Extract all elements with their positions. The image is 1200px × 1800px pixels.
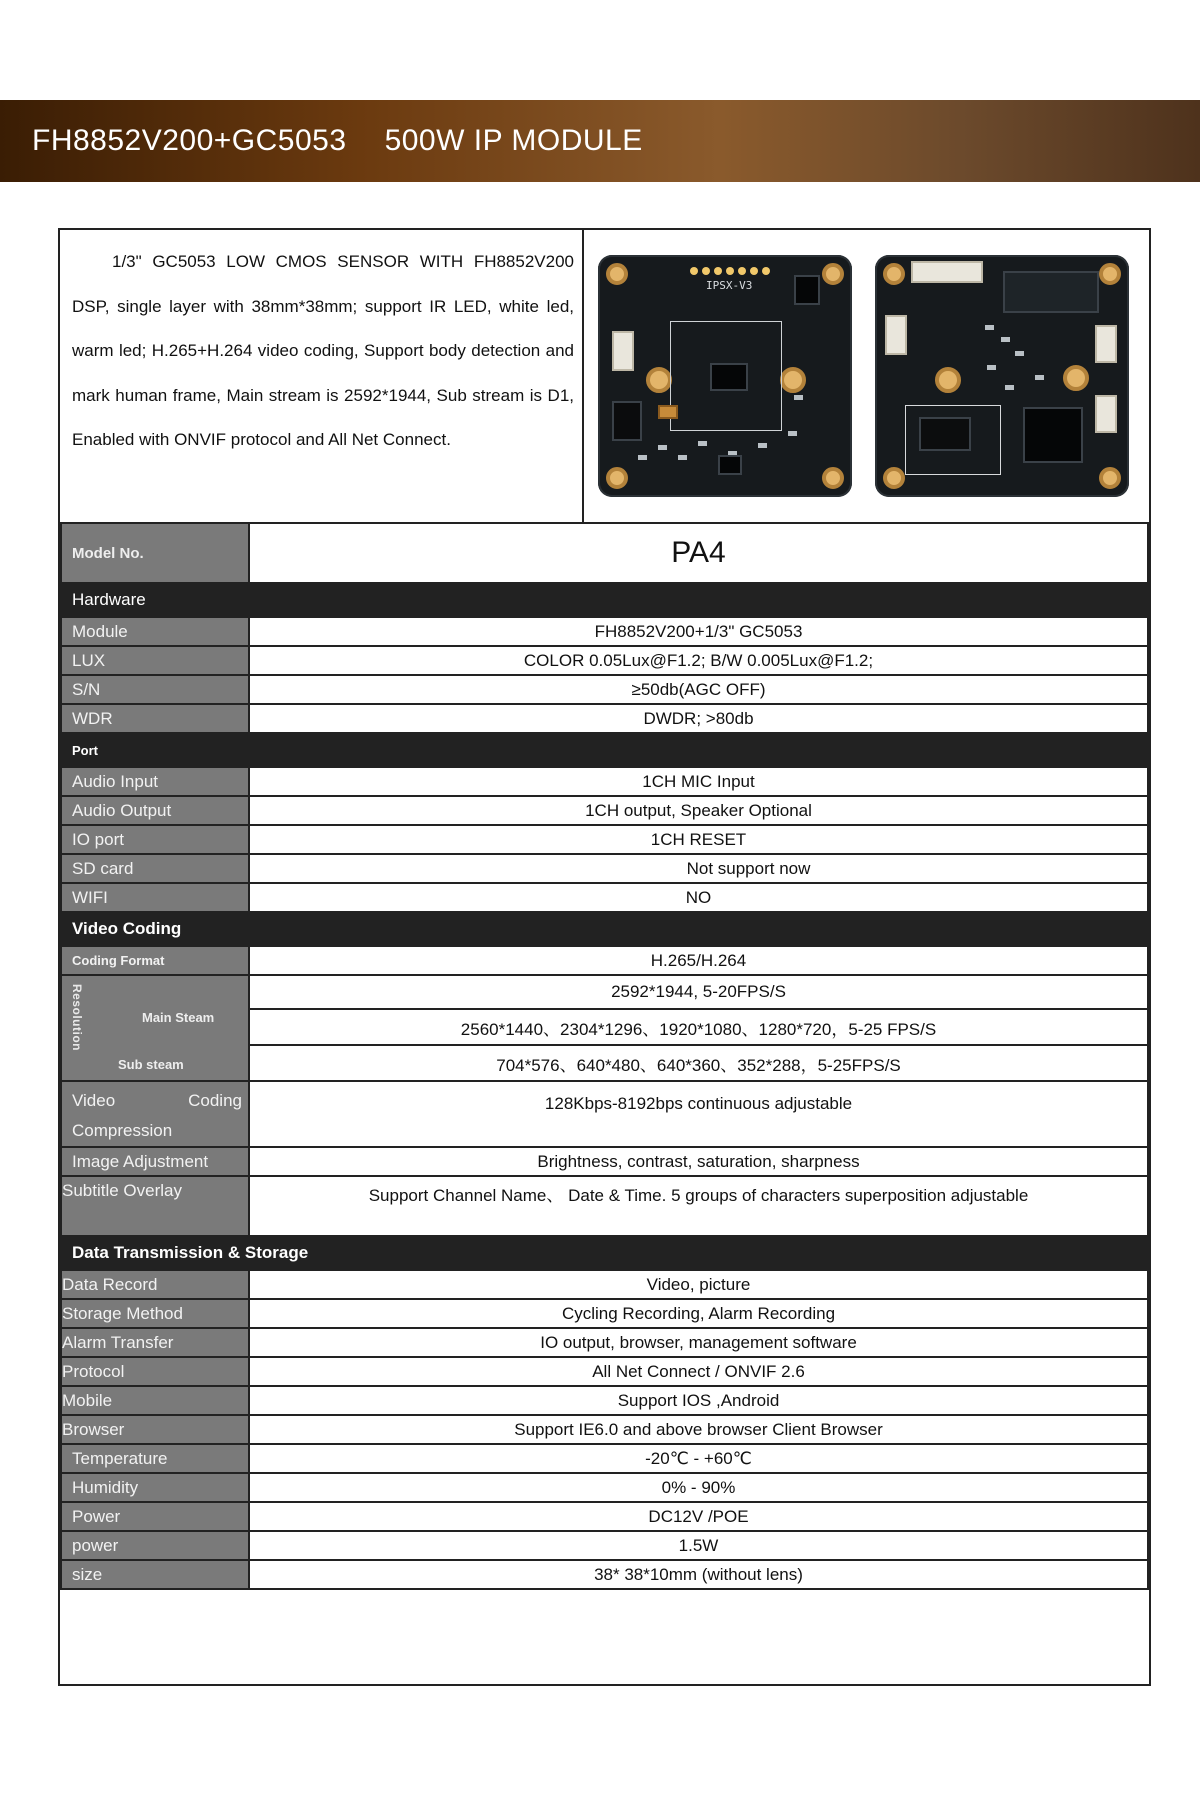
spec-row <box>61 1386 1148 1415</box>
spec-row <box>61 1270 1148 1299</box>
spec-label: Mobile <box>61 1386 249 1415</box>
spec-table <box>60 522 1149 1590</box>
intro-description: 1/3" GC5053 LOW CMOS SENSOR WITH FH8852V200 DSP, single layer with 38mm*38mm; support IR LED, white led, warm led; H.265+H.264 video coding, Support body detection and mark human frame, Main stream is 2592*1944, Sub stream is D1, Enabled with ONVIF protocol and All Net Connect. <box>60 230 584 522</box>
spec-label: Data Record <box>61 1270 249 1299</box>
spec-row <box>61 1560 1148 1589</box>
spec-label: power <box>61 1531 249 1560</box>
spec-row <box>61 946 1148 975</box>
spec-row <box>61 1473 1148 1502</box>
spec-row <box>61 617 1148 646</box>
spec-value: Video, picture <box>249 1270 1148 1299</box>
title-product: 500W IP MODULE <box>384 124 643 157</box>
spec-row <box>61 1147 1148 1176</box>
subtitle-overlay-label: Subtitle Overlay <box>61 1176 249 1236</box>
spec-value: All Net Connect / ONVIF 2.6 <box>249 1357 1148 1386</box>
spec-value: 38* 38*10mm (without lens) <box>249 1560 1148 1589</box>
title-banner <box>0 100 1200 182</box>
spec-value: NO <box>249 883 1148 912</box>
spec-row <box>61 1531 1148 1560</box>
section-hardware: Hardware <box>61 583 1148 617</box>
spec-label: Module <box>61 617 249 646</box>
compression-label-word1: Video <box>72 1091 116 1110</box>
board-label: IPSX-V3 <box>706 279 753 292</box>
spec-row <box>61 1299 1148 1328</box>
spec-label: Alarm Transfer <box>61 1328 249 1357</box>
spec-label: Protocol <box>61 1357 249 1386</box>
resolution-label: Resolution <box>70 984 84 1051</box>
spec-row <box>61 1328 1148 1357</box>
pcb-front-image <box>598 255 852 497</box>
spec-label: Audio Input <box>61 767 249 796</box>
subtitle-overlay-value: Support Channel Name、 Date & Time. 5 groups of characters superposition adjustable <box>249 1176 1148 1236</box>
sub-stream-value: 704*576、640*480、640*360、352*288，5-25FPS/S <box>249 1045 1148 1081</box>
spec-value: FH8852V200+1/3" GC5053 <box>249 617 1148 646</box>
main-stream-label: Main Steam <box>142 1010 215 1025</box>
spec-row <box>61 646 1148 675</box>
model-value: PA4 <box>249 523 1148 583</box>
spec-row <box>61 1444 1148 1473</box>
spec-value: Support IOS ,Android <box>249 1386 1148 1415</box>
spec-row <box>61 767 1148 796</box>
spec-row <box>61 883 1148 912</box>
spec-value: Brightness, contrast, saturation, sharpness <box>249 1147 1148 1176</box>
section-video-coding: Video Coding <box>61 912 1148 946</box>
spec-value: IO output, browser, management software <box>249 1328 1148 1357</box>
spec-label: S/N <box>61 675 249 704</box>
spec-label: size <box>61 1560 249 1589</box>
spec-value: 1CH RESET <box>249 825 1148 854</box>
spec-value: H.265/H.264 <box>249 946 1148 975</box>
spec-value: ≥50db(AGC OFF) <box>249 675 1148 704</box>
pcb-back-image <box>875 255 1129 497</box>
spec-row <box>61 825 1148 854</box>
spec-label: SD card <box>61 854 249 883</box>
spec-value: DC12V /POE <box>249 1502 1148 1531</box>
main-stream-value-1: 2592*1944, 5-20FPS/S <box>249 975 1148 1009</box>
spec-value: DWDR; >80db <box>249 704 1148 733</box>
spec-row <box>61 854 1148 883</box>
spec-value: 1CH output, Speaker Optional <box>249 796 1148 825</box>
spec-row <box>61 1357 1148 1386</box>
spec-sheet <box>58 228 1151 1686</box>
spec-value: Cycling Recording, Alarm Recording <box>249 1299 1148 1328</box>
title-model: FH8852V200+GC5053 <box>32 124 347 157</box>
spec-label: Browser <box>61 1415 249 1444</box>
spec-label: Power <box>61 1502 249 1531</box>
spec-label: IO port <box>61 825 249 854</box>
spec-label: Temperature <box>61 1444 249 1473</box>
spec-value: -20℃ - +60℃ <box>249 1444 1148 1473</box>
model-label: Model No. <box>61 523 249 583</box>
spec-label: Image Adjustment <box>61 1147 249 1176</box>
spec-row <box>61 675 1148 704</box>
section-data-storage: Data Transmission & Storage <box>61 1236 1148 1270</box>
spec-value: Not support now <box>249 854 1148 883</box>
compression-value: 128Kbps-8192bps continuous adjustable <box>249 1081 1148 1147</box>
resolution-label-cell <box>61 975 249 1081</box>
compression-label <box>61 1081 249 1147</box>
spec-value: COLOR 0.05Lux@F1.2; B/W 0.005Lux@F1.2; <box>249 646 1148 675</box>
compression-label-word3: Compression <box>72 1121 173 1140</box>
spec-value: 0% - 90% <box>249 1473 1148 1502</box>
spec-row <box>61 704 1148 733</box>
spec-label: Humidity <box>61 1473 249 1502</box>
board-photos <box>584 230 1151 522</box>
spec-row <box>61 1176 1148 1236</box>
spec-label: WDR <box>61 704 249 733</box>
compression-label-word2: Coding <box>188 1091 242 1110</box>
spec-value: Support IE6.0 and above browser Client Browser <box>249 1415 1148 1444</box>
spec-label: WIFI <box>61 883 249 912</box>
spec-label: Audio Output <box>61 796 249 825</box>
spec-value: 1.5W <box>249 1531 1148 1560</box>
spec-value: 1CH MIC Input <box>249 767 1148 796</box>
main-stream-value-2: 2560*1440、2304*1296、1920*1080、1280*720，5-25 FPS/S <box>249 1009 1148 1045</box>
spec-row <box>61 1415 1148 1444</box>
spec-label: LUX <box>61 646 249 675</box>
section-port: Port <box>61 733 1148 767</box>
spec-label: Coding Format <box>61 946 249 975</box>
spec-row <box>61 1081 1148 1147</box>
sub-stream-label: Sub steam <box>118 1057 184 1072</box>
spec-label: Storage Method <box>61 1299 249 1328</box>
spec-row <box>61 796 1148 825</box>
spec-row <box>61 1502 1148 1531</box>
